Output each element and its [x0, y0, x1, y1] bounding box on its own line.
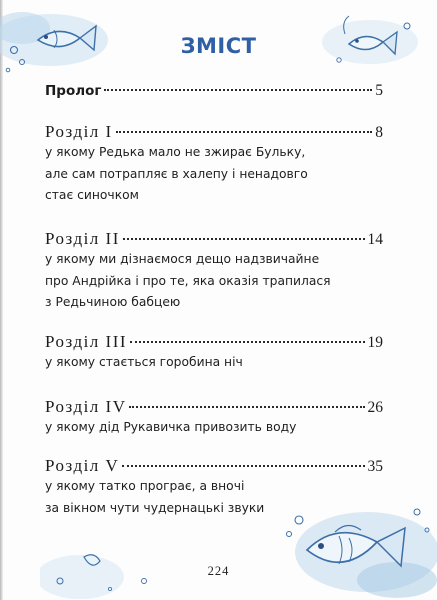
dot-leader — [122, 465, 364, 467]
description-line: за вікном чути чудернацькі звуки — [45, 500, 265, 515]
description-line: у якому стається горобина ніч — [45, 355, 243, 369]
toc-entry-header — [45, 229, 383, 249]
description-line: про Андрійка і про те, яка оказія трапилася — [45, 273, 331, 288]
toc-entry-chapter-3[interactable] — [45, 332, 383, 374]
page-number: 224 — [207, 564, 230, 578]
toc-entry-header — [45, 122, 383, 142]
dot-leader — [123, 238, 365, 240]
toc-entry-chapter-5[interactable] — [45, 456, 383, 519]
toc-entry-title: Розділ I — [45, 122, 113, 141]
toc-entry-prolog[interactable] — [45, 82, 383, 100]
description-line: у якому дід Рукавичка привозить воду — [45, 420, 297, 434]
page-title: ЗМІСТ — [180, 34, 257, 58]
toc-entry-description — [45, 417, 383, 439]
toc-entry-header — [45, 456, 383, 476]
toc-entry-description — [45, 476, 383, 519]
dot-leader — [104, 89, 372, 91]
toc-entry-chapter-2[interactable] — [45, 229, 383, 314]
toc-entry-page-number: 5 — [375, 82, 383, 99]
toc-entry-title: Розділ V — [45, 456, 120, 475]
toc-entry-page-number: 8 — [375, 124, 383, 141]
dot-leader — [116, 131, 373, 133]
toc-entry-page-number: 19 — [367, 334, 383, 351]
toc-entry-page-number: 14 — [367, 231, 383, 248]
description-line: у якому ми дізнаємося дещо надзвичайне — [45, 252, 320, 266]
dot-leader — [130, 341, 364, 343]
description-line: у якому татко програє, а вночі — [45, 479, 245, 493]
dot-leader — [129, 406, 364, 408]
description-line: але сам потрапляє в халепу і ненадовго — [45, 166, 308, 181]
toc-entry-chapter-4[interactable] — [45, 397, 383, 439]
toc-entry-page-number: 35 — [367, 458, 383, 475]
toc-entry-title: Розділ IV — [45, 397, 127, 416]
toc-entry-chapter-1[interactable] — [45, 122, 383, 207]
toc-entry-header — [45, 332, 383, 352]
toc-entry-description — [45, 249, 383, 314]
description-line: стає синочком — [45, 188, 139, 202]
toc-entry-description — [45, 352, 383, 374]
toc-entry-title: Пролог — [45, 83, 102, 99]
toc-entry-title: Розділ III — [45, 332, 128, 351]
description-line: у якому Редька мало не зжирає Бульку, — [45, 145, 306, 159]
toc-entry-title: Розділ II — [45, 229, 120, 248]
description-line: з Редьчиною бабцею — [45, 295, 181, 309]
toc-entry-header — [45, 397, 383, 417]
toc-entry-page-number: 26 — [367, 399, 383, 416]
shell-bubbles-illustration-bottom-left-icon — [40, 525, 160, 600]
toc-entry-header — [45, 82, 383, 100]
toc-entry-description — [45, 142, 383, 207]
